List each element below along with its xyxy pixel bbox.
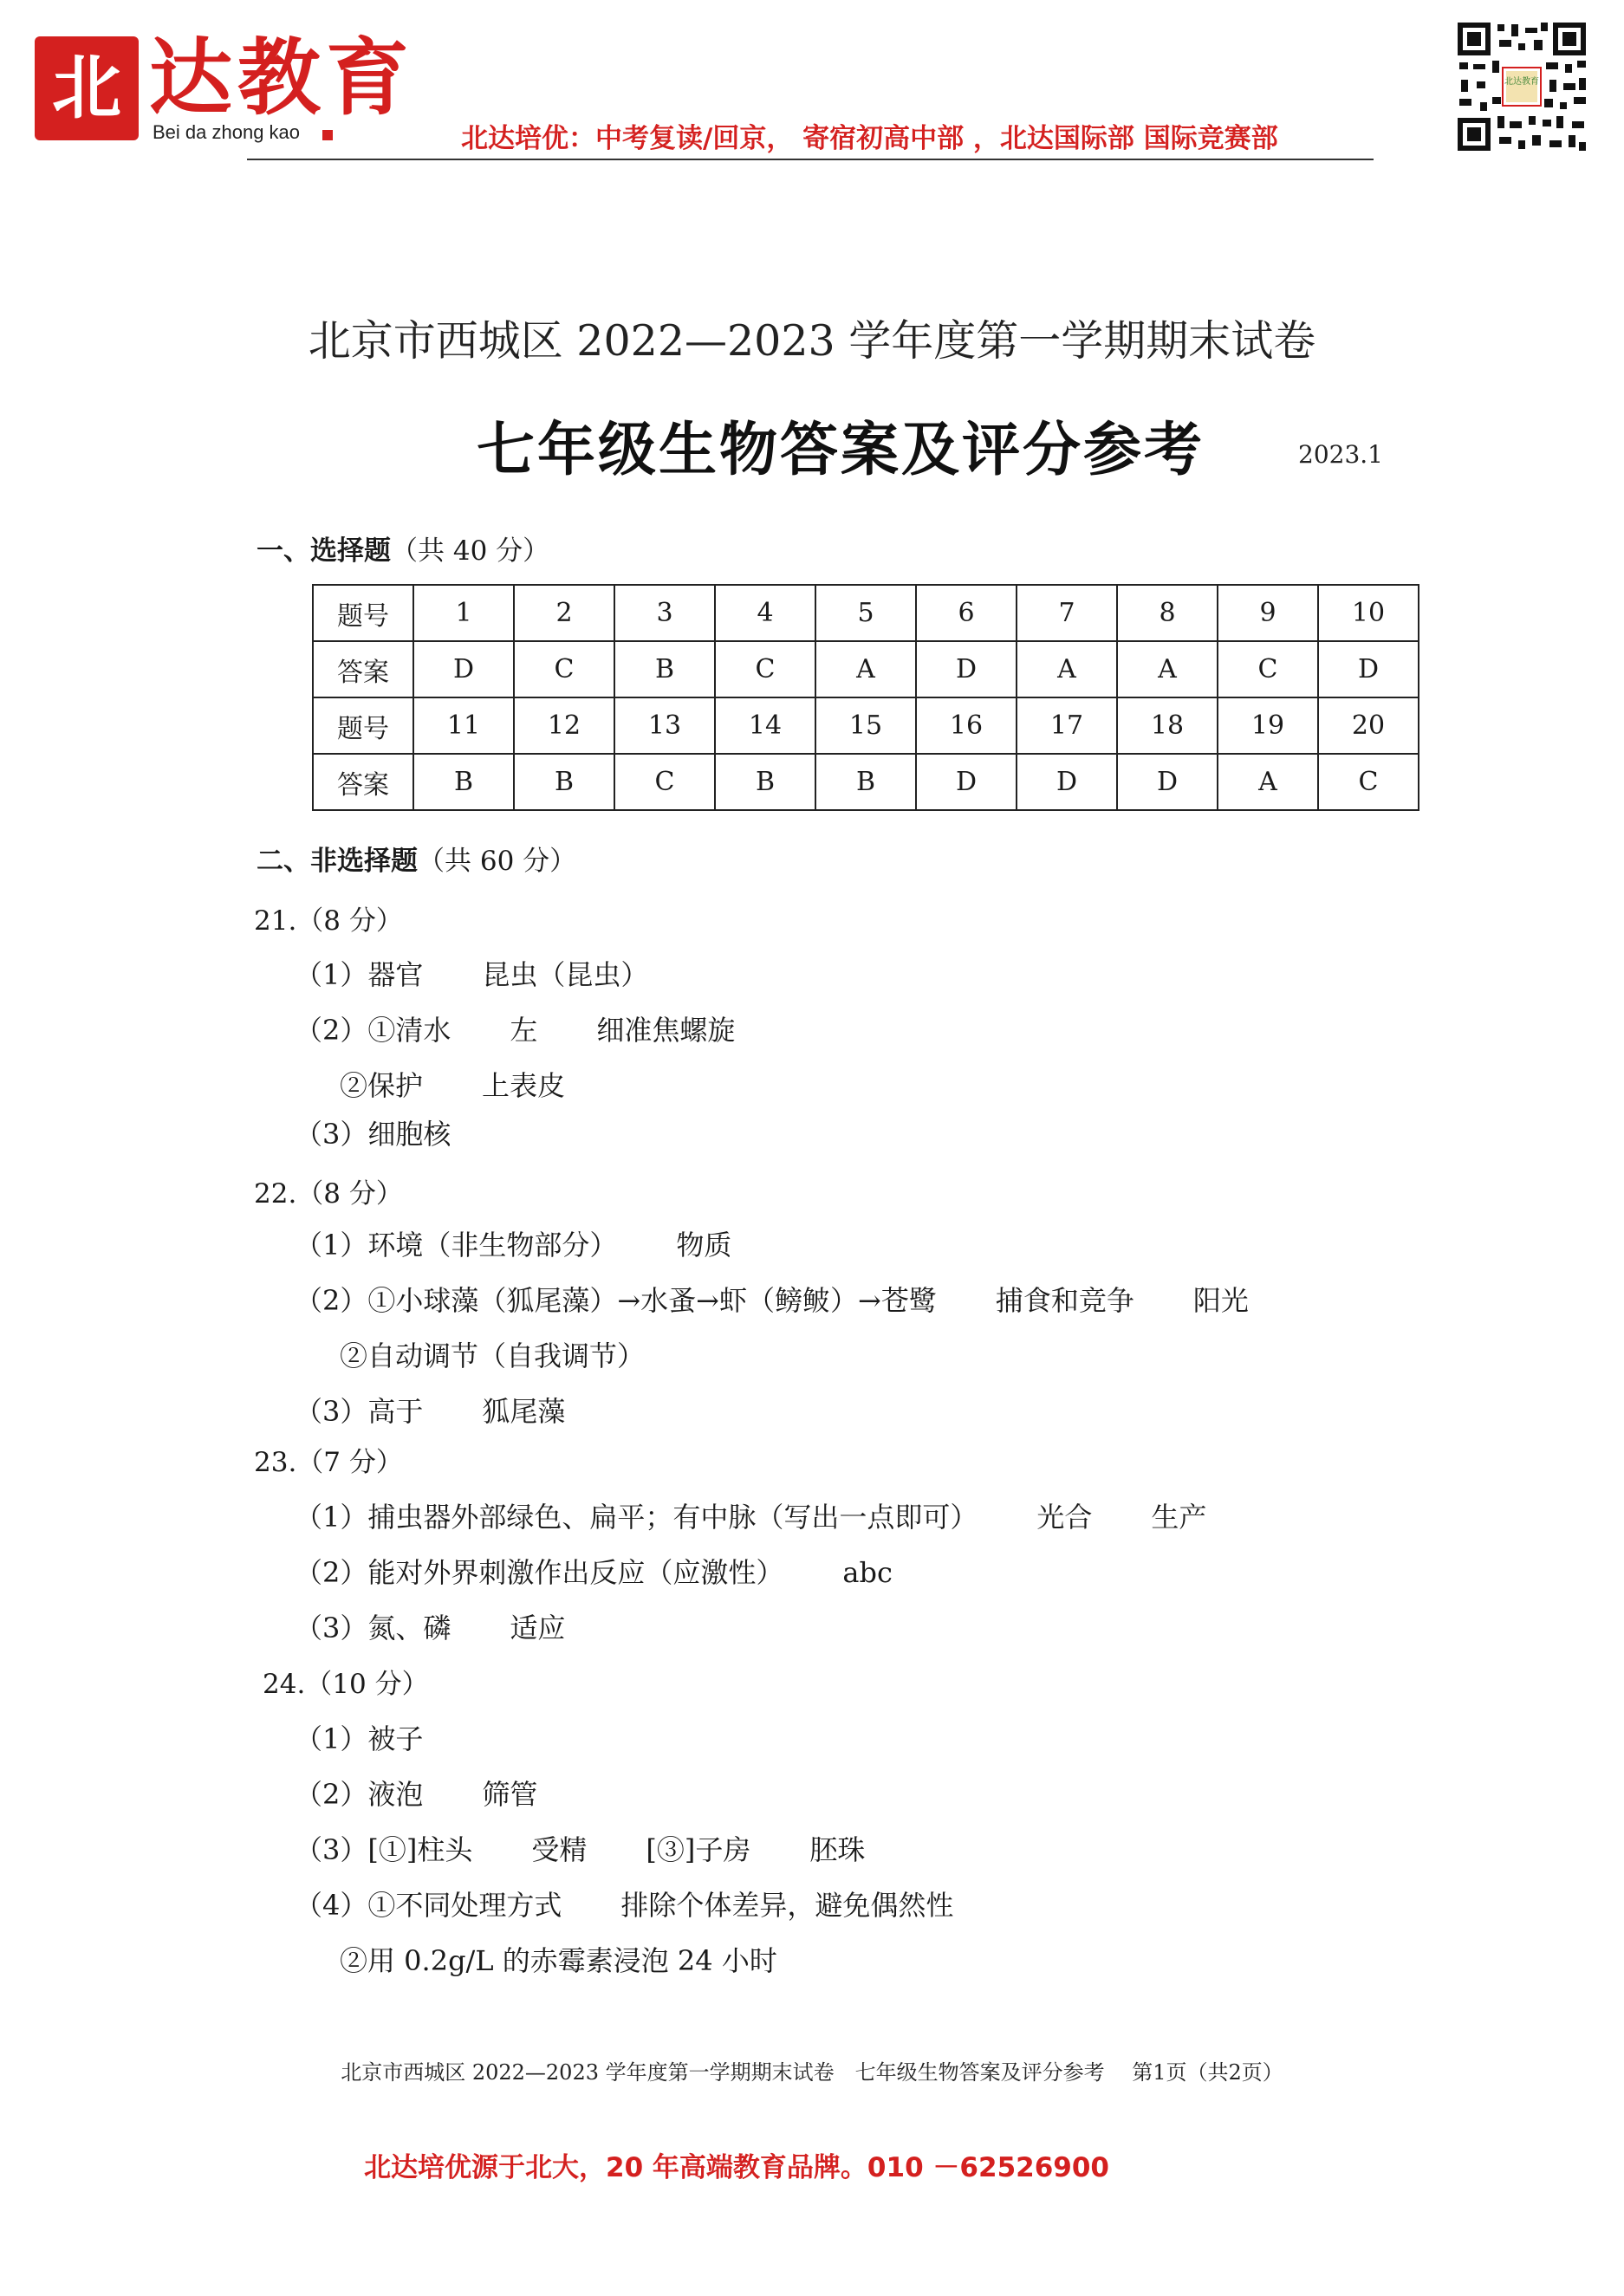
answer-item: （3）细胞核: [295, 1118, 451, 1151]
question-heading: 21.（8 分）: [254, 905, 403, 937]
table-cell: 5: [815, 585, 916, 641]
answer-line: [295, 1828, 865, 1868]
answer-item: （2）液泡: [295, 1778, 424, 1811]
table-cell: D: [413, 641, 514, 697]
answer-line: [295, 1773, 537, 1813]
answer-item: ②用 0.2g/L 的赤霉素浸泡 24 小时: [340, 1944, 777, 1977]
logo-pinyin: Bei da zhong kao: [153, 121, 301, 143]
table-cell: A: [815, 641, 916, 697]
exam-title: 北京市西城区 2022—2023 学年度第一学期期末试卷: [308, 316, 1316, 366]
question-heading: 22.（8 分）: [254, 1178, 403, 1210]
footer-promo: 北达培优源于北大，20 年高端教育品牌。010 －62526900: [364, 2152, 1109, 2183]
answer-item: 物质: [676, 1229, 732, 1262]
answer-line: [295, 1390, 565, 1430]
table-cell: C: [715, 641, 815, 697]
answer-line: [295, 1551, 893, 1591]
table-cell: C: [514, 641, 614, 697]
table-cell: A: [1017, 641, 1117, 697]
table-cell: 14: [715, 697, 815, 754]
answer-line: [295, 953, 648, 993]
table-row-header: 题号: [313, 697, 413, 754]
answer-item: 上表皮: [482, 1069, 566, 1102]
answer-item: 筛管: [482, 1778, 538, 1811]
answer-line: [295, 1279, 1249, 1319]
answer-line: [295, 1495, 1206, 1535]
table-cell: 17: [1017, 697, 1117, 754]
table-row: [313, 641, 1419, 697]
header-divider: [247, 159, 1374, 160]
table-cell: 19: [1218, 697, 1318, 754]
table-cell: D: [1117, 754, 1218, 810]
answer-item: 狐尾藻: [482, 1395, 566, 1428]
answer-item: 排除个体差异，避免偶然性: [620, 1889, 954, 1922]
table-cell: 7: [1017, 585, 1117, 641]
answer-item: 胚珠: [809, 1833, 866, 1866]
answer-item: ②自动调节（自我调节）: [340, 1339, 646, 1372]
table-cell: 15: [815, 697, 916, 754]
table-cell: C: [614, 754, 715, 810]
table-row-header: 答案: [313, 641, 413, 697]
answer-line: [340, 1334, 645, 1374]
footer-page-line: 北京市西城区 2022—2023 学年度第一学期期末试卷 七年级生物答案及评分参考 第1页（共2页）: [341, 2060, 1283, 2085]
section-1-score: （共 40 分）: [391, 535, 550, 567]
table-cell: 8: [1117, 585, 1218, 641]
table-row-header: 题号: [313, 585, 413, 641]
table-row: [313, 697, 1419, 754]
answer-item: 受精: [531, 1833, 588, 1866]
section-2-score: （共 60 分）: [418, 846, 577, 877]
answer-item: 昆虫（昆虫）: [482, 958, 649, 991]
table-cell: A: [1218, 754, 1318, 810]
table-row: [313, 585, 1419, 641]
answer-line: [340, 1064, 565, 1104]
answer-item: （1）捕虫器外部绿色、扁平；有中脉（写出一点即可）: [295, 1501, 978, 1534]
answer-item: 捕食和竞争: [995, 1284, 1134, 1317]
answer-item: （3）氮、磷: [295, 1612, 451, 1644]
answer-line: [295, 1112, 451, 1152]
answer-table: [312, 584, 1419, 811]
logo-badge-char: 北: [52, 48, 121, 128]
answer-line: [295, 1223, 731, 1263]
answer-line: [295, 1884, 953, 1923]
table-cell: 2: [514, 585, 614, 641]
answer-line: [295, 1009, 735, 1048]
answer-item: （1）环境（非生物部分）: [295, 1229, 618, 1262]
table-row-header: 答案: [313, 754, 413, 810]
table-cell: 18: [1117, 697, 1218, 754]
table-cell: D: [1318, 641, 1419, 697]
table-cell: 6: [916, 585, 1017, 641]
page-title: 七年级生物答案及评分参考: [477, 416, 1205, 483]
answer-line: [295, 1606, 565, 1646]
answer-item: 光合: [1036, 1501, 1093, 1534]
section-1-title: 一、选择题: [257, 535, 391, 567]
table-cell: 4: [715, 585, 815, 641]
table-cell: 20: [1318, 697, 1419, 754]
table-cell: 12: [514, 697, 614, 754]
qr-code-icon: [1454, 19, 1589, 154]
table-cell: C: [1218, 641, 1318, 697]
question-heading: 23.（7 分）: [254, 1447, 403, 1478]
answer-item: 生产: [1151, 1501, 1207, 1534]
table-cell: B: [715, 754, 815, 810]
header-slogan: 北达培优：中考复读/回京， 寄宿初高中部 ，北达国际部 国际竞赛部: [461, 123, 1278, 154]
table-cell: D: [1017, 754, 1117, 810]
answer-item: （4）①不同处理方式: [295, 1889, 562, 1922]
answer-item: abc: [842, 1556, 893, 1589]
document-date: 2023.1: [1298, 440, 1383, 469]
table-cell: A: [1117, 641, 1218, 697]
table-cell: D: [916, 754, 1017, 810]
table-cell: 1: [413, 585, 514, 641]
table-cell: 16: [916, 697, 1017, 754]
answer-item: （2）①小球藻（狐尾藻）→水蚤→虾（鳑鲏）→苍鹭: [295, 1284, 937, 1317]
answer-item: 阳光: [1192, 1284, 1249, 1317]
answer-item: （2）能对外界刺激作出反应（应激性）: [295, 1556, 784, 1589]
answer-item: （2）①清水: [295, 1014, 451, 1047]
answer-item: （1）器官: [295, 958, 424, 991]
table-cell: 13: [614, 697, 715, 754]
answer-item: （1）被子: [295, 1722, 424, 1755]
answer-item: ②保护: [340, 1069, 424, 1102]
table-row: [313, 754, 1419, 810]
section-2-title: 二、非选择题: [257, 846, 418, 877]
table-cell: 3: [614, 585, 715, 641]
qr-center-label: 北达教育: [1504, 77, 1539, 87]
answer-item: 左: [510, 1014, 538, 1047]
table-cell: 9: [1218, 585, 1318, 641]
table-cell: D: [916, 641, 1017, 697]
answer-item: 适应: [510, 1612, 566, 1644]
table-cell: 11: [413, 697, 514, 754]
section-2-heading: [257, 839, 576, 878]
table-cell: C: [1318, 754, 1419, 810]
table-cell: B: [614, 641, 715, 697]
answer-item: （3）[①]柱头: [295, 1833, 473, 1866]
table-cell: 10: [1318, 585, 1419, 641]
logo-text: 达教育: [149, 29, 414, 126]
section-1-heading: [257, 529, 549, 568]
logo-square-mark: [322, 130, 333, 140]
question-heading: 24.（10 分）: [263, 1669, 429, 1700]
table-cell: B: [514, 754, 614, 810]
table-cell: B: [815, 754, 916, 810]
answer-line: [340, 1939, 777, 1979]
answer-item: [③]子房: [646, 1833, 751, 1866]
answer-line: [295, 1717, 423, 1757]
answer-item: （3）高于: [295, 1395, 424, 1428]
answer-item: 细准焦螺旋: [596, 1014, 736, 1047]
table-cell: B: [413, 754, 514, 810]
